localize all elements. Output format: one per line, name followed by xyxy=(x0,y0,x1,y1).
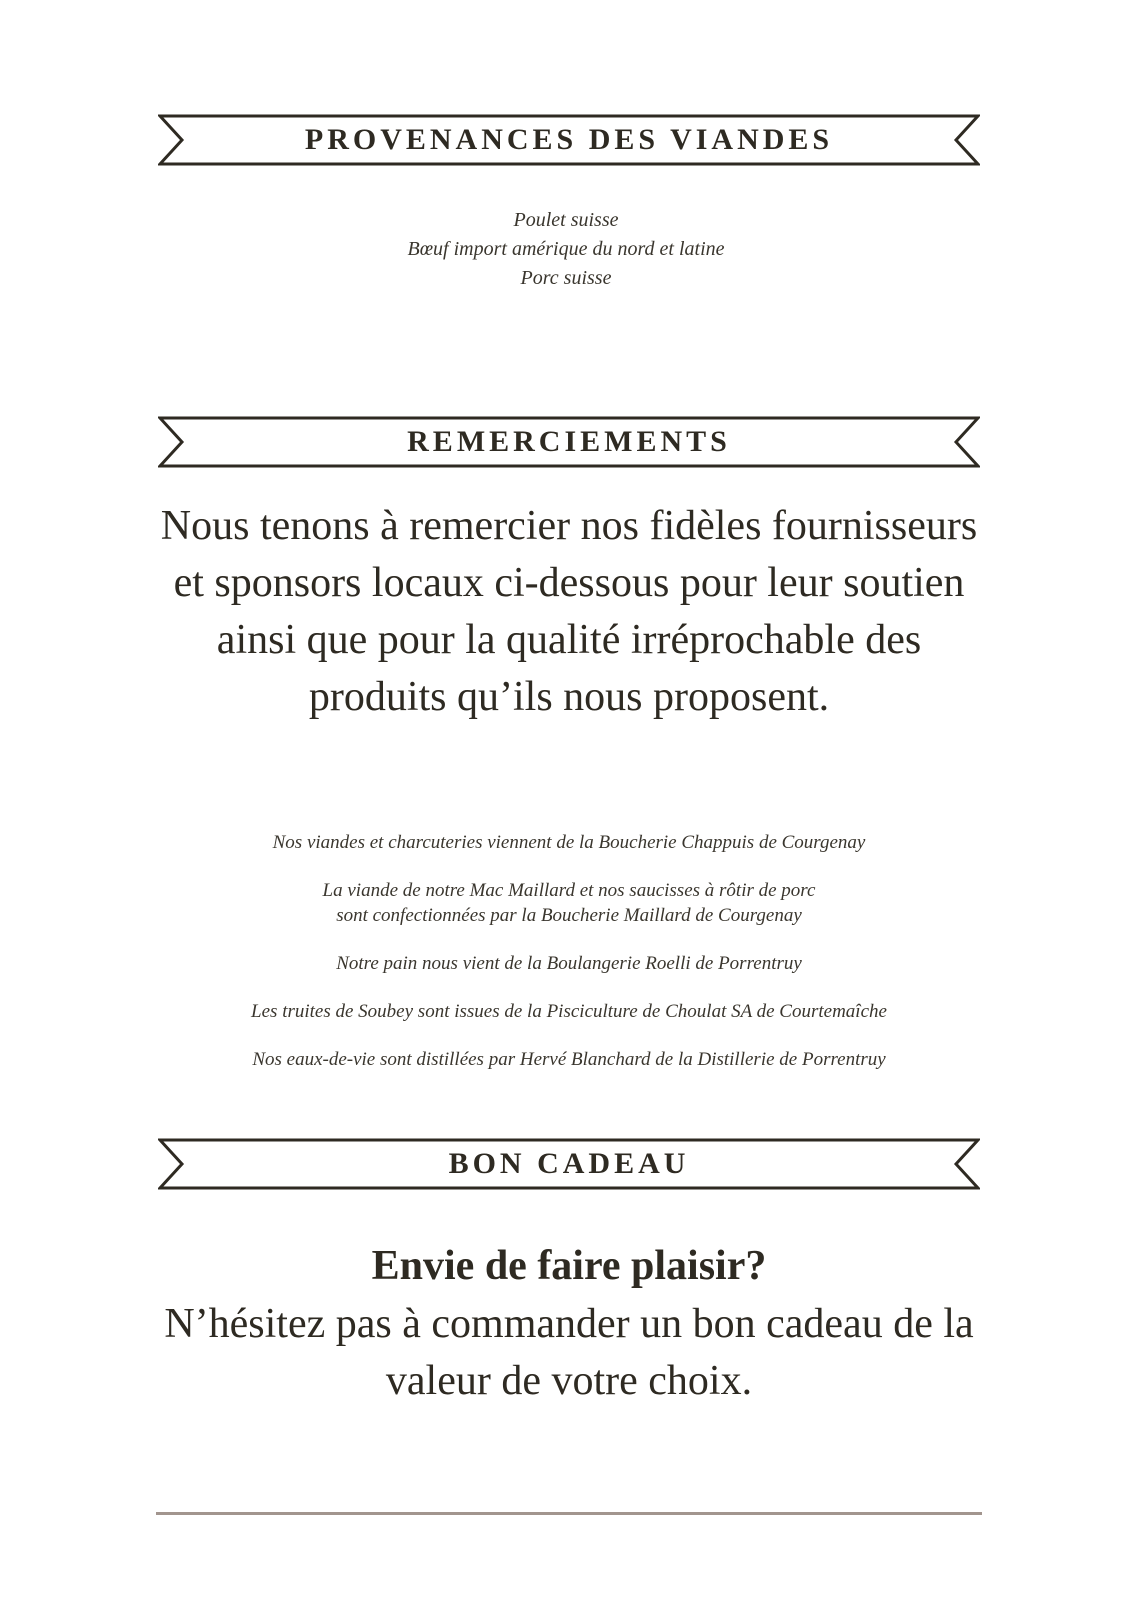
list-item: Bœuf import amérique du nord et latine xyxy=(407,238,725,260)
thanks-paragraph: Nous tenons à remercier nos fidèles fournisseurs et sponsors locaux ci-dessous pour leur soutien ainsi que pour la qualité irréprochable des produits qu’ils nous proposent. xyxy=(160,503,978,720)
list-item: Nos eaux-de-vie sont distillées par Hervé Blanchard de la Distillerie de Porrentruy xyxy=(252,1049,886,1070)
banner-meat-origins xyxy=(158,114,980,166)
bottom-divider xyxy=(156,1512,982,1515)
supplier-list xyxy=(158,830,980,1095)
list-item: Poulet suisse xyxy=(513,209,619,231)
list-item: Notre pain nous vient de la Boulangerie Roelli de Porrentruy xyxy=(336,953,802,974)
list-item: Nos viandes et charcuteries viennent de la Boucherie Chappuis de Courgenay xyxy=(272,832,866,853)
list-item: Porc suisse xyxy=(520,267,612,289)
banner-thanks xyxy=(158,416,980,468)
meat-origins-list xyxy=(0,206,1132,293)
gift-paragraph: N’hésitez pas à commander un bon cadeau de la valeur de votre choix. xyxy=(164,1301,974,1404)
section-title-meat-origins: PROVENANCES DES VIANDES xyxy=(304,123,834,156)
list-item: Les truites de Soubey sont issues de la Pisciculture de Choulat SA de Courtemaîche xyxy=(251,1001,887,1022)
section-title-gift: BON CADEAU xyxy=(448,1147,690,1180)
gift-headline: Envie de faire plaisir? xyxy=(371,1243,767,1289)
list-item: La viande de notre Mac Maillard et nos saucisses à rôtir de porc sont confectionnées par la Boucherie Maillard de Courgenay xyxy=(322,880,816,926)
banner-gift xyxy=(158,1138,980,1190)
section-title-thanks: REMERCIEMENTS xyxy=(407,425,731,458)
